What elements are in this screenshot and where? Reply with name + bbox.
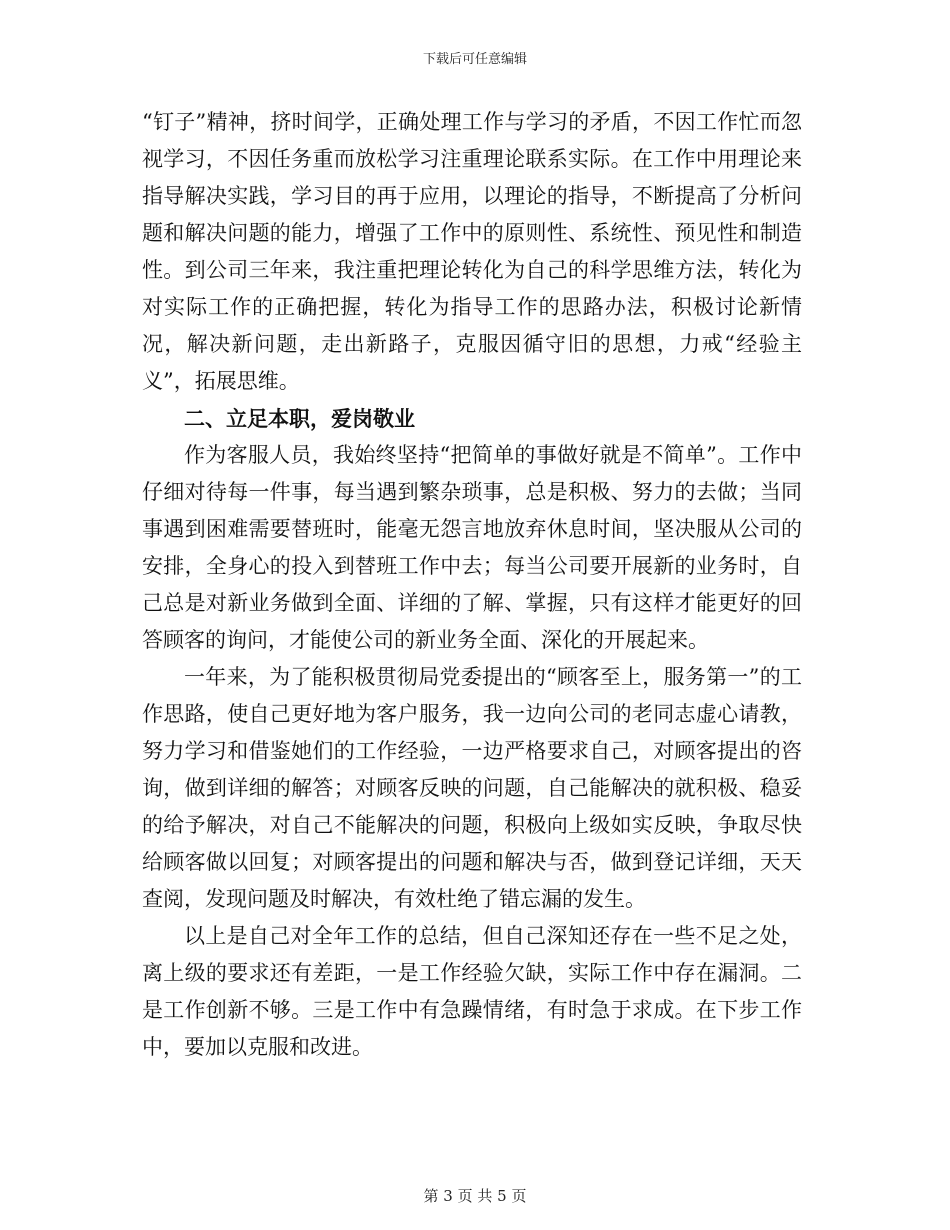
section-heading: 二、立足本职，爱岗敬业	[184, 406, 415, 431]
document-body	[142, 104, 802, 1066]
page-header: 下载后可任意编辑	[422, 52, 527, 67]
paragraph-year-review: 一年来，为了能积极贯彻局党委提出的“顾客至上，服务第一”的工作思路，使自己更好地为客户服务，我一边向公司的老同志虚心请教，努力学习和借鉴她们的工作经验，一边严格要求自己，对顾客提出的咨询，做到详细的解答；对顾客反映的问题，自己能解决的就积极、稳妥的给予解决，对自己不能解决的问题，积极向上级如实反映，争取尽快给顾客做以回复；对顾客提出的问题和解决与否，做到登记详细，天天查阅，发现问题及时解决，有效杜绝了错忘漏的发生。	[142, 665, 802, 911]
paragraph-shortcomings: 以上是自己对全年工作的总结，但自己深知还存在一些不足之处，离上级的要求还有差距，一是工作经验欠缺，实际工作中存在漏洞。二是工作创新不够。三是工作中有急躁情绪，有时急于求成。在下步工作中，要加以克服和改进。	[142, 924, 802, 1059]
page-footer: 第 3 页 共 5 页	[423, 1187, 527, 1205]
paragraph-continuation: “钉子”精神，挤时间学，正确处理工作与学习的矛盾，不因工作忙而忽视学习，不因任务重而放松学习注重理论联系实际。在工作中用理论来指导解决实践，学习目的再于应用，以理论的指导，不断提高了分析问题和解决问题的能力，增强了工作中的原则性、系统性、预见性和制造性。到公司三年来，我注重把理论转化为自己的科学思维方法，转化为对实际工作的正确把握，转化为指导工作的思路办法，积极讨论新情况，解决新问题，走出新路子，克服因循守旧的思想，力戒“经验主义”，拓展思维。	[142, 110, 802, 393]
paragraph-customer-service: 作为客服人员，我始终坚持“把简单的事做好就是不简单”。工作中仔细对待每一件事，每当遇到繁杂琐事，总是积极、努力的去做；当同事遇到困难需要替班时，能毫无怨言地放弃休息时间，坚决服从公司的安排，全身心的投入到替班工作中去；每当公司要开展新的业务时，自己总是对新业务做到全面、详细的了解、掌握，只有这样才能更好的回答顾客的询问，才能使公司的新业务全面、深化的开展起来。	[142, 443, 802, 652]
